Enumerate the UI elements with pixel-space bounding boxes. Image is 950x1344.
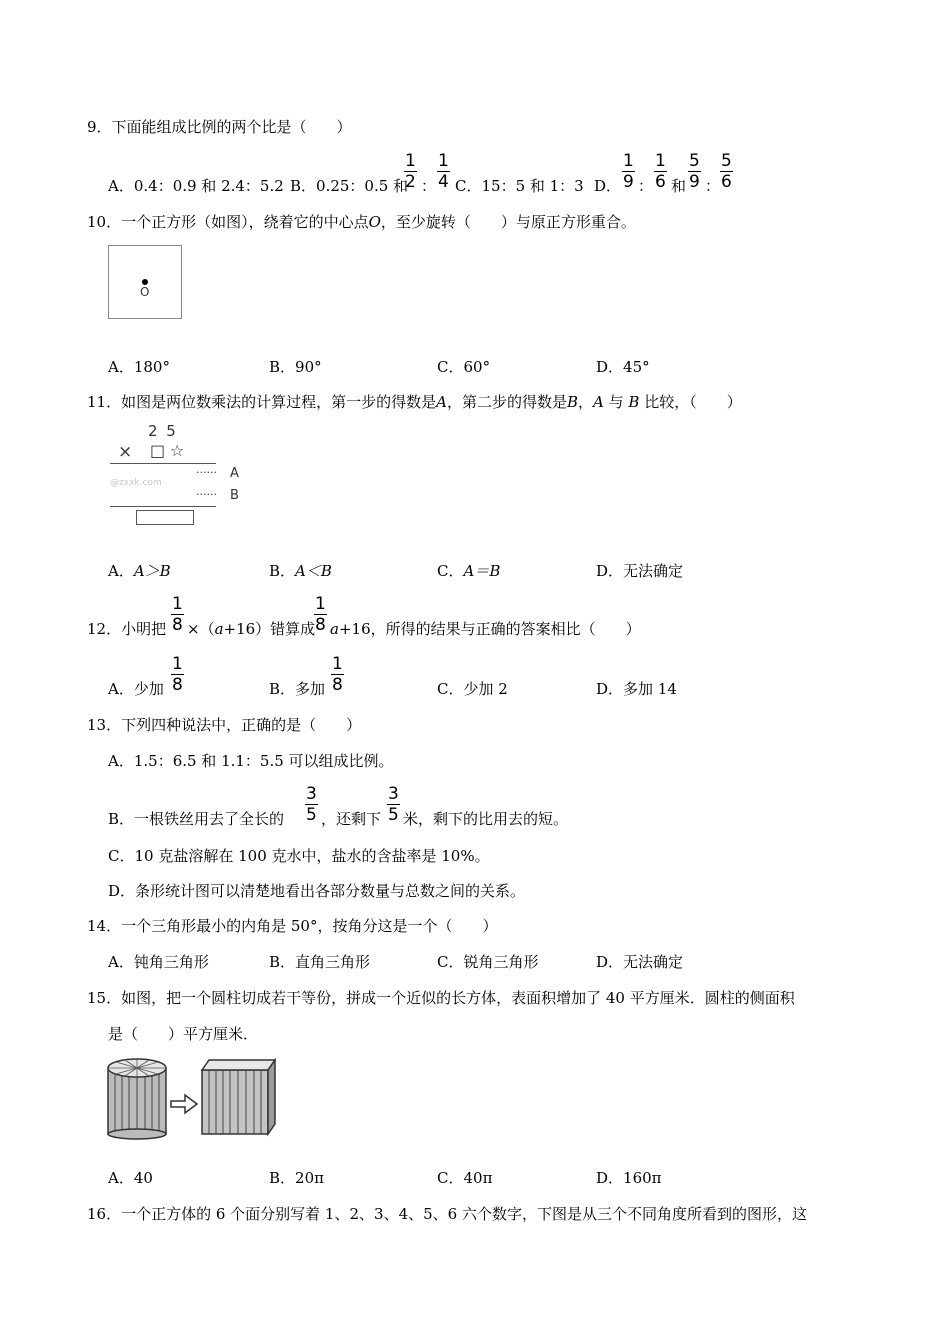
- center-label-o: O: [140, 285, 150, 299]
- label-b: B: [230, 488, 239, 503]
- answer-box: [136, 510, 194, 525]
- q10-option-d: D．45°: [596, 358, 650, 376]
- q16-stem: 16．一个正方体的 6 个面分别写着 1、2、3、4、5、6 六个数字，下图是从三个不同角度所看到的图形，这: [87, 1205, 807, 1223]
- q9-option-b-prefix: B．0.25：0.5 和: [290, 177, 409, 195]
- q15-option-d: D．160π: [596, 1169, 662, 1187]
- q13-fraction-3-5: 3 5: [306, 784, 317, 825]
- q9-fraction-5-9: 5 9: [689, 151, 700, 192]
- times-sign: ×: [118, 442, 133, 462]
- q11-stem: 11．如图是两位数乘法的计算过程，第一步的得数是A，第二步的得数是B，A 与 B 比较，（ ）: [87, 393, 742, 411]
- multiplicand: 2 5: [148, 422, 178, 440]
- q12-stem-start: 12．小明把: [87, 620, 167, 638]
- q10-option-a: A．180°: [108, 358, 170, 376]
- star-digit: ☆: [170, 441, 185, 460]
- q9-fraction-1-4: 1 4: [438, 151, 449, 192]
- q13-fraction-3-5b: 3 5: [388, 784, 399, 825]
- label-a: A: [230, 466, 239, 481]
- q12-fraction-1-8: 1 8: [172, 594, 183, 635]
- q15-stem-line1: 15．如图，把一个圆柱切成若干等份，拼成一个近似的长方体，表面积增加了 40 平方厘米．圆柱的侧面积: [87, 989, 795, 1007]
- q9-fraction-1-9: 1 9: [623, 151, 634, 192]
- q14-stem: 14．一个三角形最小的内角是 50°，按角分这是一个（ ）: [87, 917, 498, 935]
- watermark: @zxxk.com: [110, 478, 162, 488]
- dots-a: ······: [196, 466, 217, 479]
- q9-option-c: C．15：5 和 1：3: [455, 177, 584, 195]
- box-digit: □: [150, 441, 166, 460]
- q11-option-b: B．A＜B: [269, 562, 332, 580]
- q15-stem-line2: 是（ ）平方厘米．: [108, 1025, 259, 1043]
- q11-option-d: D．无法确定: [596, 562, 684, 580]
- q9-colon: ：: [421, 177, 437, 195]
- q13-option-b-end: 米，剩下的比用去的短。: [403, 810, 569, 828]
- q12-option-d: D．多加 14: [596, 680, 677, 698]
- q12-option-b-fraction: 1 8: [332, 654, 343, 695]
- q12-stem-end: a+16，所得的结果与正确的答案相比（ ）: [330, 620, 641, 638]
- q9-stem: 9．下面能组成比例的两个比是（ ）: [87, 118, 352, 136]
- square-figure: [108, 245, 182, 319]
- cuboid-icon: [202, 1060, 275, 1134]
- q13-option-d: D．条形统计图可以清楚地看出各部分数量与总数之间的关系。: [108, 882, 526, 900]
- q13-stem: 13．下列四种说法中，正确的是（ ）: [87, 716, 362, 734]
- q13-option-a: A．1.5：6.5 和 1.1：5.5 可以组成比例。: [108, 752, 394, 770]
- cylinder-to-cuboid-figure: [105, 1056, 280, 1140]
- q13-option-b-prefix: B．一根铁丝用去了全长的: [108, 810, 285, 828]
- q14-option-a: A．钝角三角形: [108, 953, 209, 971]
- q15-option-c: C．40π: [437, 1169, 493, 1187]
- q13-option-b-mid: ，还剩下: [321, 810, 382, 828]
- q12-option-a-fraction: 1 8: [172, 654, 183, 695]
- q10-option-b: B．90°: [269, 358, 322, 376]
- q14-option-d: D．无法确定: [596, 953, 684, 971]
- q9-option-d-prefix: D．: [594, 177, 622, 195]
- q13-option-c: C．10 克盐溶解在 100 克水中，盐水的含盐率是 10%。: [108, 847, 490, 865]
- q9-colon: ：: [705, 177, 721, 195]
- q12-stem-mid: ×（a+16）错算成: [187, 620, 316, 638]
- q9-and: 和: [671, 177, 687, 195]
- q12-fraction-1-8b: 1 8: [315, 594, 326, 635]
- rule-line-2: [110, 506, 216, 507]
- q12-option-a: A．少加: [108, 680, 164, 698]
- dots-b: ······: [196, 488, 217, 501]
- q11-option-a: A．A＞B: [108, 562, 171, 580]
- q9-fraction-5-6: 5 6: [721, 151, 732, 192]
- q12-option-c: C．少加 2: [437, 680, 508, 698]
- q12-option-b: B．多加: [269, 680, 326, 698]
- cylinder-icon: [108, 1059, 166, 1139]
- q9-colon: ：: [638, 177, 654, 195]
- rule-line-1: [110, 463, 216, 464]
- q15-option-b: B．20π: [269, 1169, 324, 1187]
- q11-option-c: C．A＝B: [437, 562, 501, 580]
- multiplication-figure: [108, 422, 248, 527]
- q14-option-b: B．直角三角形: [269, 953, 371, 971]
- q14-option-c: C．锐角三角形: [437, 953, 539, 971]
- q10-stem: 10．一个正方形（如图），绕着它的中心点O，至少旋转（ ）与原正方形重合。: [87, 213, 636, 231]
- q9-fraction-1-2: 1 2: [405, 151, 416, 192]
- q15-option-a: A．40: [108, 1169, 153, 1187]
- q9-fraction-1-6: 1 6: [655, 151, 666, 192]
- q9-option-a: A．0.4：0.9 和 2.4：5.2: [108, 177, 284, 195]
- q10-option-c: C．60°: [437, 358, 491, 376]
- arrow-right-icon: [171, 1095, 197, 1113]
